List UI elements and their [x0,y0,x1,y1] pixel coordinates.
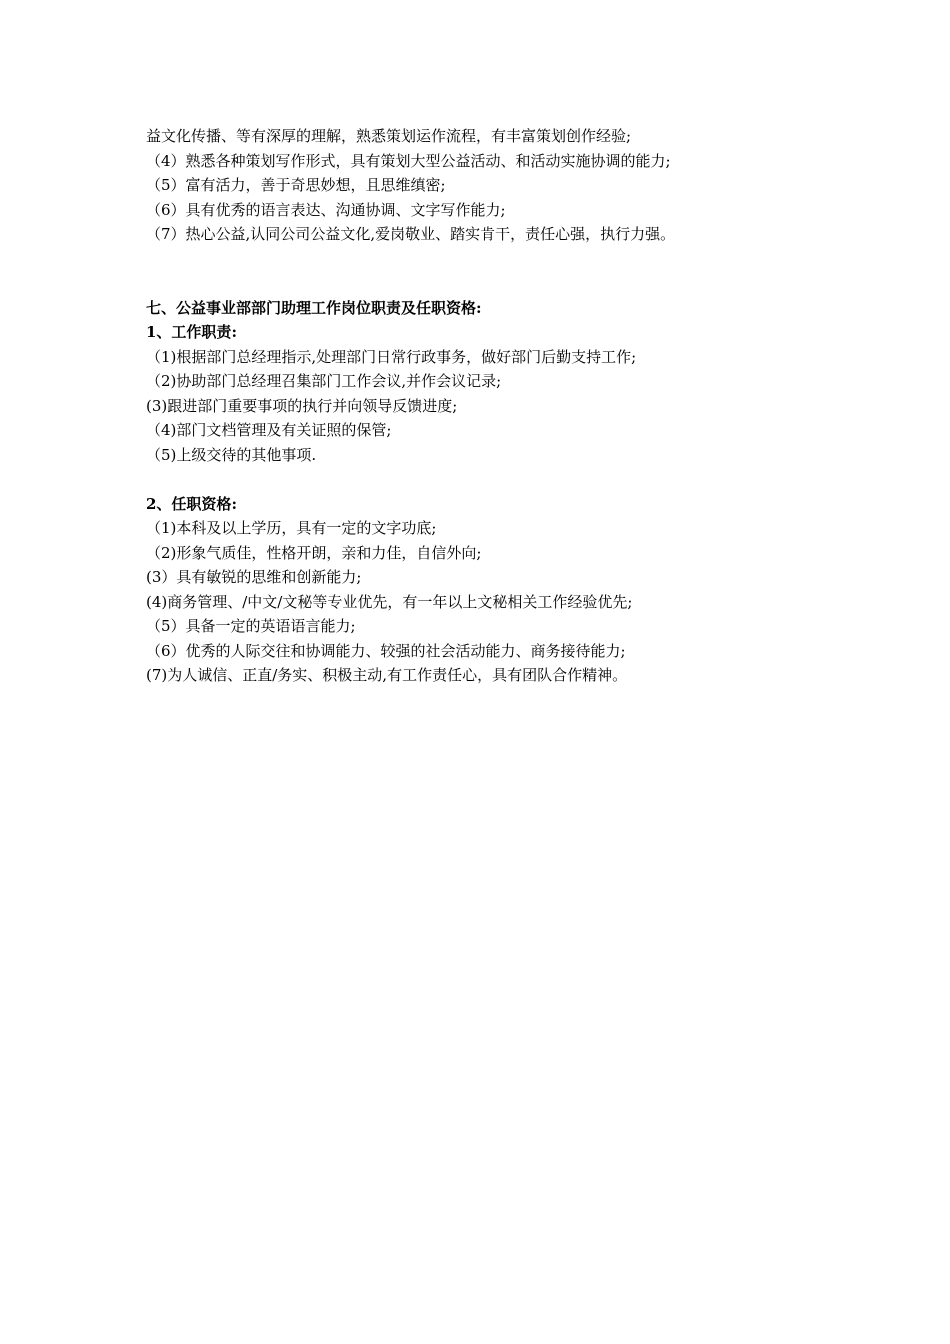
qualifications-heading: 2、任职资格: [146,494,237,513]
requirement-item: （6）具有优秀的语言表达、沟通协调、文字写作能力; [146,200,506,219]
duty-item: （2)协助部门总经理召集部门工作会议,并作会议记录; [146,372,502,390]
duty-item: （1)根据部门总经理指示,处理部门日常行政事务，做好部门后勤支持工作; [146,347,637,366]
qualification-item: (3）具有敏锐的思维和创新能力; [146,568,362,586]
duty-item: （5)上级交待的其他事项. [146,445,317,464]
requirement-item: （7）热心公益,认同公司公益文化,爱岗敬业、踏实肯干，责任心强，执行力强。 [146,225,676,243]
section-title: 七、公益事业部部门助理工作岗位职责及任职资格: [146,298,482,317]
spacer [146,247,846,296]
continued-text-line: 益文化传播、等有深厚的理解，熟悉策划运作流程，有丰富策划创作经验; [146,127,632,145]
qualification-item: （1)本科及以上学历，具有一定的文字功底; [146,519,437,537]
document-body [146,124,846,688]
qualification-item: (4)商务管理、/中文/文秘等专业优先，有一年以上文秘相关工作经验优先; [146,592,633,611]
duties-heading: 1、工作职责: [146,323,237,341]
requirement-item: （5）富有活力，善于奇思妙想，且思维缜密; [146,176,446,194]
requirement-item: （4）熟悉各种策划写作形式，具有策划大型公益活动、和活动实施协调的能力; [146,151,671,170]
duty-item: （4)部门文档管理及有关证照的保管; [146,421,392,439]
qualification-item: (7)为人诚信、正直/务实、积极主动,有工作责任心，具有团队合作精神。 [146,666,628,684]
duty-item: (3)跟进部门重要事项的执行并向领导反馈进度; [146,396,458,415]
qualification-item: （2)形象气质佳，性格开朗，亲和力佳，自信外向; [146,543,482,562]
qualification-item: （6）优秀的人际交往和协调能力、较强的社会活动能力、商务接待能力; [146,641,626,660]
spacer [146,467,846,492]
qualification-item: （5）具备一定的英语语言能力; [146,617,356,635]
